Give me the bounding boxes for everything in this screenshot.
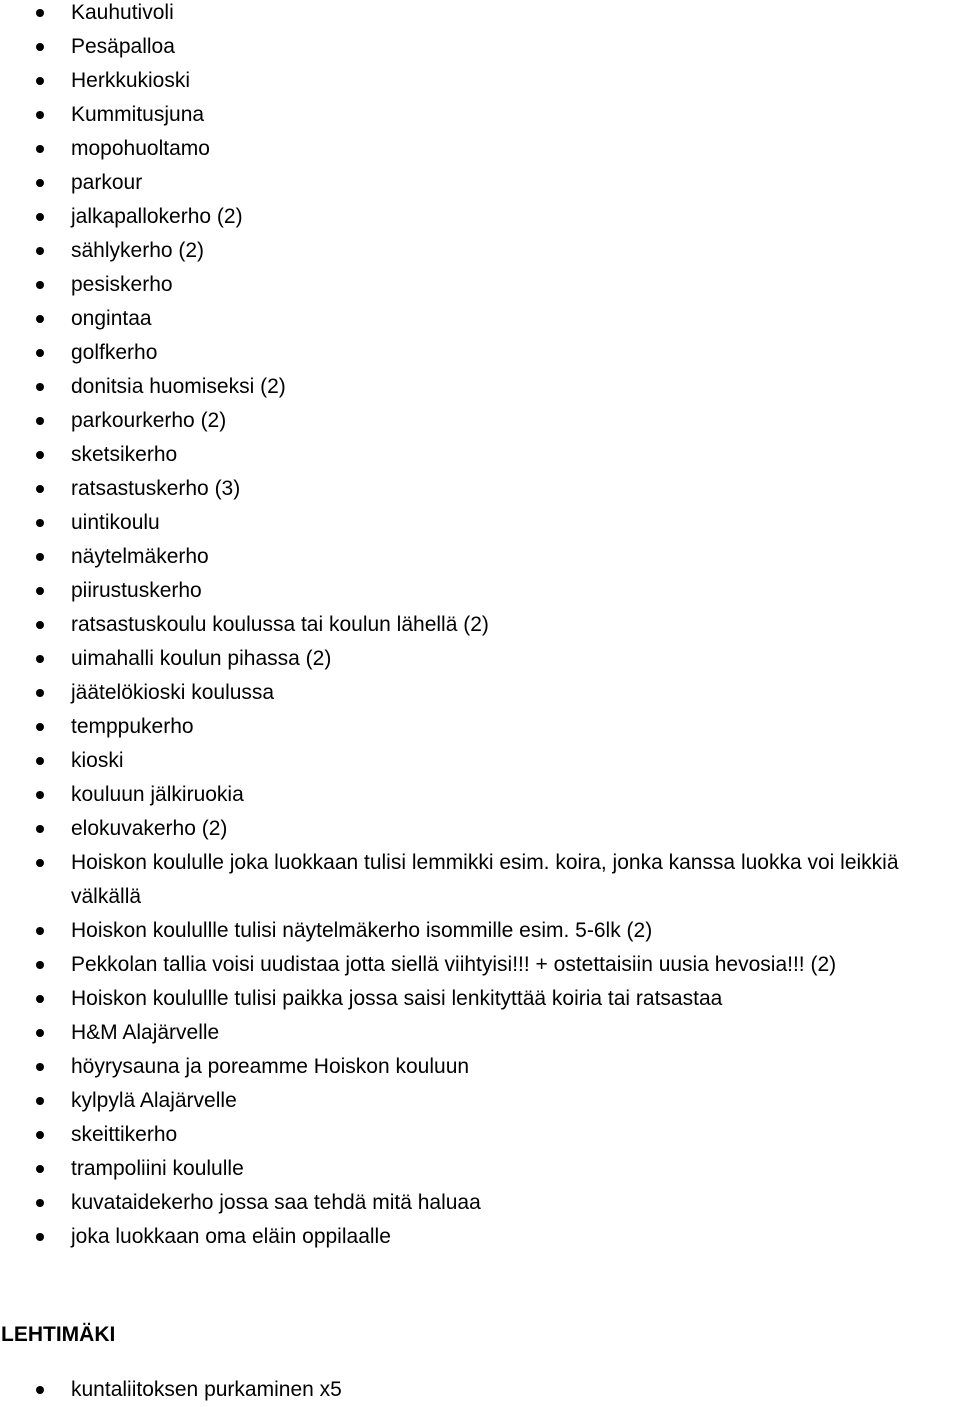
list-item-text: parkourkerho (2)	[71, 409, 227, 432]
list-item	[0, 336, 960, 370]
bullet-icon	[36, 315, 44, 323]
list-item	[0, 302, 960, 336]
list-item	[0, 64, 960, 98]
list-item	[0, 812, 960, 846]
list-item	[0, 1220, 960, 1254]
list-item	[0, 642, 960, 676]
list-item	[0, 166, 960, 200]
list-item-text: uintikoulu	[71, 511, 160, 534]
list-item-text: ongintaa	[71, 307, 152, 330]
bullet-icon	[36, 281, 44, 289]
bullet-icon	[36, 111, 44, 119]
list-item	[0, 404, 960, 438]
list-item	[0, 710, 960, 744]
bullet-icon	[36, 451, 44, 459]
list-item	[0, 132, 960, 166]
list-item-text: mopohuoltamo	[71, 137, 210, 160]
list-item	[0, 472, 960, 506]
list-item-text: Hoiskon koulullle tulisi näytelmäkerho isommille esim. 5-6lk (2)	[71, 919, 653, 942]
list-item	[0, 1016, 960, 1050]
list-item-text: näytelmäkerho	[71, 545, 209, 568]
list-item-text: sählykerho (2)	[71, 239, 205, 262]
bullet-icon	[36, 9, 44, 17]
bullet-icon	[36, 43, 44, 51]
list-item	[0, 438, 960, 472]
list-item-text: H&M Alajärvelle	[71, 1021, 220, 1044]
list-item-text: temppukerho	[71, 715, 194, 738]
bullet-icon	[36, 553, 44, 561]
bullet-icon	[36, 757, 44, 765]
bullet-icon	[36, 825, 44, 833]
list-item-text: Kauhutivoli	[71, 1, 174, 24]
list-item-text: Hoiskon koululle joka luokkaan tulisi lemmikki esim. koira, jonka kanssa luokka voi leikkiä välkällä	[71, 851, 899, 908]
bullet-icon	[36, 723, 44, 731]
list-item	[0, 234, 960, 268]
bullet-icon	[36, 791, 44, 799]
list-item	[0, 540, 960, 574]
bullet-icon	[36, 621, 44, 629]
list-item	[0, 608, 960, 642]
list-item	[0, 98, 960, 132]
list-item	[0, 0, 960, 30]
list-item-text: ratsastuskerho (3)	[71, 477, 241, 500]
list-item	[0, 744, 960, 778]
bullet-icon	[36, 485, 44, 493]
bullet-icon	[36, 995, 44, 1003]
bullet-icon	[36, 145, 44, 153]
bullet-icon	[36, 1131, 44, 1139]
bullet-icon	[36, 927, 44, 935]
bullet-icon	[36, 213, 44, 221]
bullet-icon	[36, 1097, 44, 1105]
list-item	[0, 370, 960, 404]
bullet-icon	[36, 859, 44, 867]
list-item	[0, 948, 960, 982]
list-item-text: golfkerho	[71, 341, 158, 364]
list-item-text: Pekkolan tallia voisi uudistaa jotta siellä viihtyisi!!! + ostettaisiin uusia hevosia!!! (2)	[71, 953, 837, 976]
list-item-text: donitsia huomiseksi (2)	[71, 375, 286, 398]
list-item	[0, 200, 960, 234]
bullet-icon	[36, 587, 44, 595]
section-heading: LEHTIMÄKI	[1, 1323, 116, 1346]
list-item	[0, 676, 960, 710]
list-item	[0, 1373, 960, 1407]
list-item	[0, 778, 960, 812]
bullet-icon	[36, 349, 44, 357]
list-item-text: Hoiskon koulullle tulisi paikka jossa saisi lenkityttää koiria tai ratsastaa	[71, 987, 723, 1010]
list-item-text: jäätelökioski koulussa	[71, 681, 275, 704]
list-item-text: elokuvakerho (2)	[71, 817, 228, 840]
bullet-icon	[36, 1386, 44, 1394]
bullet-icon	[36, 1029, 44, 1037]
list-item-text: kuvataidekerho jossa saa tehdä mitä haluaa	[71, 1191, 481, 1214]
list-item-text: kylpylä Alajärvelle	[71, 1089, 237, 1112]
list-item-text: kioski	[71, 749, 124, 772]
list-item-text: höyrysauna ja poreamme Hoiskon kouluun	[71, 1055, 470, 1078]
bullet-icon	[36, 77, 44, 85]
list-item-text: piirustuskerho	[71, 579, 202, 602]
bullet-icon	[36, 655, 44, 663]
bullet-icon	[36, 961, 44, 969]
list-item	[0, 1186, 960, 1220]
list-item-text: Pesäpalloa	[71, 35, 175, 58]
list-item-text: ratsastuskoulu koulussa tai koulun lähellä (2)	[71, 613, 489, 636]
bullet-icon	[36, 417, 44, 425]
list-item-text: pesiskerho	[71, 273, 173, 296]
list-item-text: joka luokkaan oma eläin oppilaalle	[71, 1225, 391, 1248]
list-item	[0, 506, 960, 540]
list-item	[0, 30, 960, 64]
list-item	[0, 1152, 960, 1186]
list-item	[0, 268, 960, 302]
list-item-text: uimahalli koulun pihassa (2)	[71, 647, 332, 670]
list-item-text: Herkkukioski	[71, 69, 191, 92]
list-item	[0, 914, 960, 948]
list-item	[0, 982, 960, 1016]
bullet-icon	[36, 689, 44, 697]
list-item	[0, 846, 960, 914]
list-item-text: kuntaliitoksen purkaminen x5	[71, 1378, 342, 1401]
list-item-text: skeittikerho	[71, 1123, 178, 1146]
list-item	[0, 574, 960, 608]
list-item-text: parkour	[71, 171, 143, 194]
list-item	[0, 1118, 960, 1152]
list-item-text: Kummitusjuna	[71, 103, 205, 126]
section-list	[0, 1373, 960, 1407]
bullet-icon	[36, 247, 44, 255]
bullet-icon	[36, 179, 44, 187]
list-item	[0, 1050, 960, 1084]
bullet-icon	[36, 1233, 44, 1241]
list-item	[0, 1084, 960, 1118]
bullet-icon	[36, 1063, 44, 1071]
bullet-icon	[36, 519, 44, 527]
list-item-text: kouluun jälkiruokia	[71, 783, 244, 806]
bullet-icon	[36, 1165, 44, 1173]
list-item-text: jalkapallokerho (2)	[71, 205, 243, 228]
list-item-text: trampoliini koululle	[71, 1157, 244, 1180]
list-item-text: sketsikerho	[71, 443, 178, 466]
bullet-icon	[36, 383, 44, 391]
bullet-icon	[36, 1199, 44, 1207]
